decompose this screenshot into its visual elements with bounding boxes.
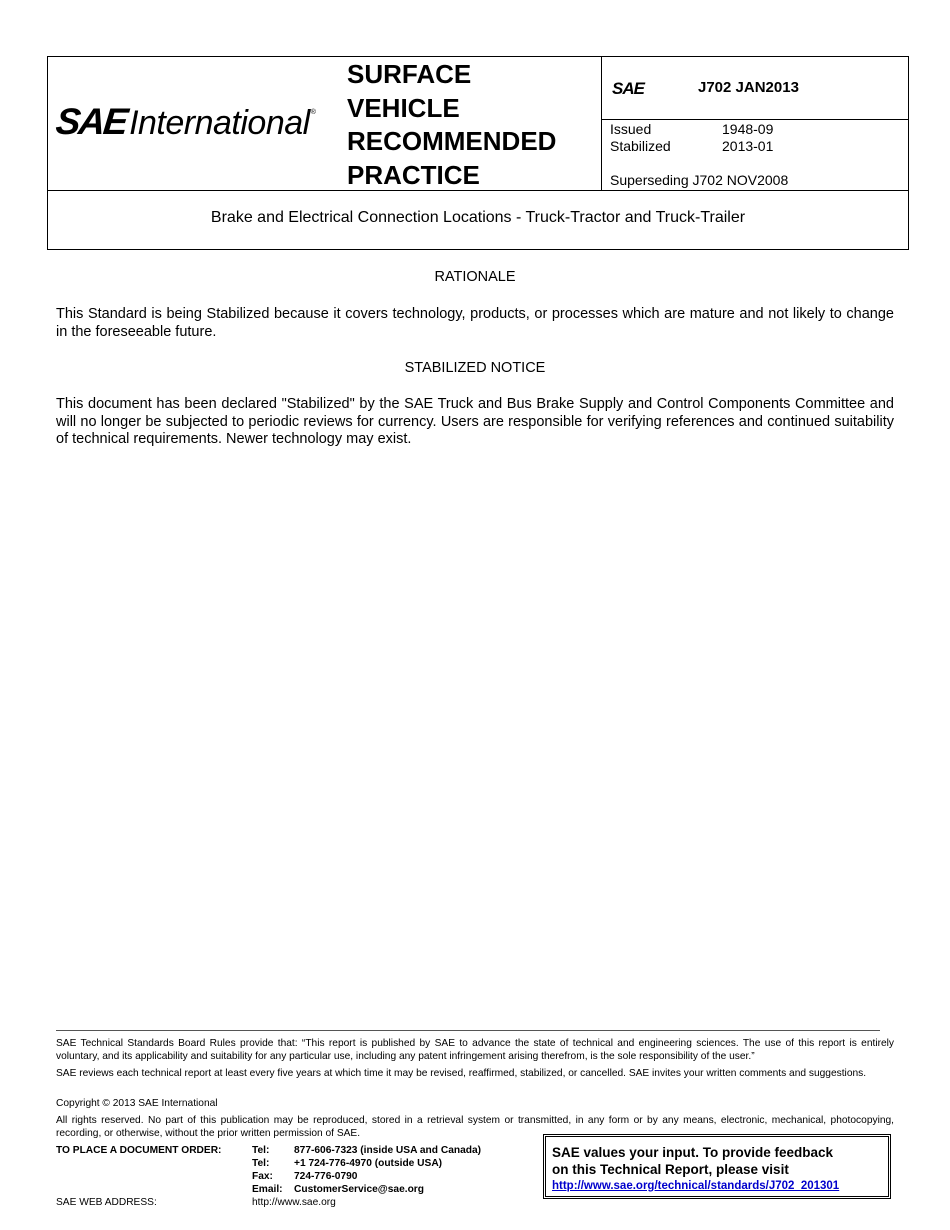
contact-web — [252, 1197, 336, 1208]
contact-email — [252, 1184, 424, 1195]
logo-cell — [48, 57, 340, 190]
stabilized-notice-text: This document has been declared "Stabilized" by the SAE Truck and Bus Brake Supply and Control Components Committee and will no longer be subjected to periodic reviews for currency. Users are responsible for verifying references and continued suitability of technical requirements. Newer technology may exist. — [56, 396, 894, 447]
stabilized-notice-heading: STABILIZED NOTICE — [404, 360, 546, 376]
fax-value: 724-776-0790 — [294, 1171, 358, 1182]
web-address-label: SAE WEB ADDRESS: — [56, 1197, 157, 1208]
email-label: Email: — [252, 1184, 283, 1195]
footer-divider — [56, 1030, 880, 1031]
document-type-line: VEHICLE — [347, 92, 460, 123]
header-top-row — [48, 57, 908, 191]
doc-number-row — [602, 57, 909, 120]
logo-sae-text: SAE — [53, 101, 129, 142]
rationale-text: This Standard is being Stabilized because it covers technology, products, or processes which are mature and not likely to change in the foreseeable future. — [56, 306, 894, 340]
tel-intl-value: +1 724-776-4970 (outside USA) — [294, 1158, 443, 1169]
metadata-cell — [601, 57, 909, 190]
document-header — [47, 56, 909, 250]
document-type-line: PRACTICE — [347, 159, 480, 190]
tel-label: Tel: — [252, 1145, 270, 1156]
stabilized-value: 2013-01 — [722, 138, 774, 154]
document-type-line: RECOMMENDED — [347, 126, 557, 156]
document-title: Brake and Electrical Connection Locations - Truck-Tractor and Truck-Trailer — [210, 209, 746, 226]
board-rules-text: SAE Technical Standards Board Rules provide that: “This report is published by SAE to advance the state of technical and engineering sciences. The use of this report is entirely voluntary, and its applicability and suitability for any particular use, including any patent infringement arising therefrom, is the sole responsibility of the user.” — [56, 1038, 894, 1062]
logo-international-text: International — [129, 104, 310, 142]
feedback-line: on this Technical Report, please visit — [552, 1162, 789, 1177]
issued-value: 1948-09 — [722, 121, 774, 137]
tel-label: Tel: — [252, 1158, 270, 1169]
contact-tel-usa — [252, 1145, 481, 1156]
issued-row — [610, 121, 773, 137]
contact-fax — [252, 1171, 357, 1182]
tel-usa-value: 877-606-7323 (inside USA and Canada) — [294, 1145, 482, 1156]
document-type — [347, 58, 556, 192]
email-value[interactable]: CustomerService@sae.org — [294, 1184, 424, 1195]
document-type-cell — [340, 57, 600, 190]
copyright-text: Copyright © 2013 SAE International — [56, 1098, 218, 1109]
stabilized-row — [610, 138, 773, 154]
rights-text: All rights reserved. No part of this publication may be reproduced, stored in a retrieval system or transmitted, in any form or by any means, electronic, mechanical, photocopying, recording, or otherwise, without the prior written permission of SAE. — [56, 1115, 894, 1139]
review-text: SAE reviews each technical report at least every five years at which time it may be revised, reaffirmed, stabilized, or cancelled. SAE invites your written comments and suggestions. — [56, 1068, 867, 1079]
superseding-note: Superseding J702 NOV2008 — [610, 172, 789, 188]
logo-trademark: ® — [310, 109, 316, 116]
document-number: J702 JAN2013 — [698, 79, 799, 96]
feedback-link[interactable]: http://www.sae.org/technical/standards/J702_201301 — [552, 1180, 840, 1192]
sae-small-logo: SAE — [612, 79, 644, 98]
stabilized-label: Stabilized — [610, 138, 671, 154]
fax-label: Fax: — [252, 1171, 273, 1182]
web-address-value[interactable]: http://www.sae.org — [252, 1197, 336, 1208]
sae-international-logo — [53, 101, 316, 143]
document-type-line: SURFACE — [347, 59, 472, 89]
feedback-line: SAE values your input. To provide feedback — [552, 1145, 834, 1160]
contact-tel-intl — [252, 1158, 442, 1169]
order-label: TO PLACE A DOCUMENT ORDER: — [56, 1145, 222, 1156]
issued-label: Issued — [610, 121, 652, 137]
feedback-box — [543, 1134, 891, 1199]
rationale-heading: RATIONALE — [434, 269, 516, 285]
